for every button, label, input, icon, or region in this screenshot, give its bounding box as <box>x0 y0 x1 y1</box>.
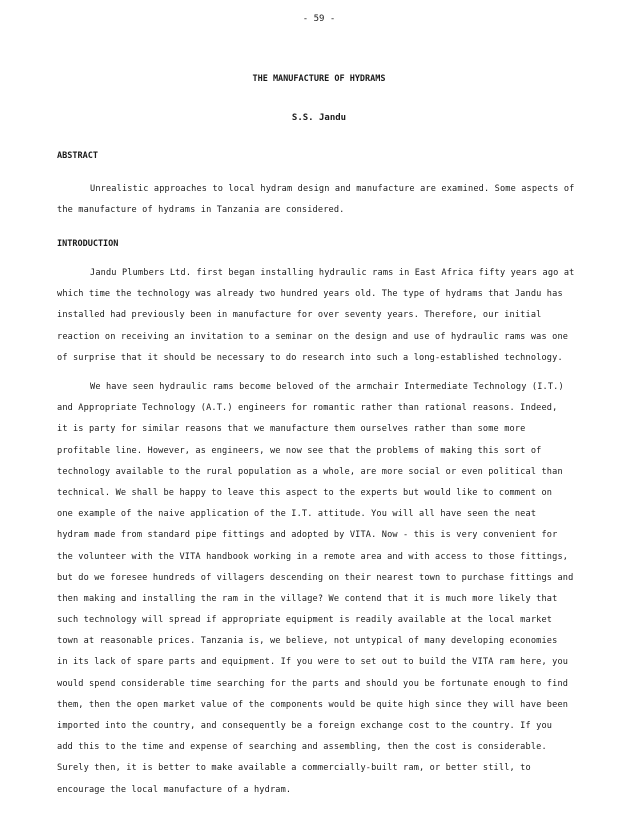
paragraph-line: would spend considerable time searching for the parts and should you be fortunate enough to find <box>57 678 569 689</box>
introduction-heading: INTRODUCTION <box>57 239 119 249</box>
paragraph-line: and Appropriate Technology (A.T.) engineers for romantic rather than rational reasons. Indeed, <box>57 403 558 414</box>
paragraph-line: them, then the open market value of the components would be quite high since they will have been <box>57 699 569 710</box>
author-name: S.S. Jandu <box>291 113 347 123</box>
paragraph-line: technical. We shall be happy to leave this aspect to the experts but would like to comment on <box>57 487 553 498</box>
abstract-paragraph <box>57 179 575 221</box>
paragraph-line: but do we foresee hundreds of villagers descending on their nearest town to purchase fittings and <box>57 572 574 583</box>
paragraph-line: one example of the naive application of the I.T. attitude. You will all have seen the neat <box>57 509 537 520</box>
paragraph-line: add this to the time and expense of searching and assembling, then the cost is considerable. <box>57 742 547 753</box>
paragraph-line: We have seen hydraulic rams become beloved of the armchair Intermediate Technology (I.T.) <box>90 382 564 392</box>
paragraph-line: encourage the local manufacture of a hydram. <box>57 784 292 795</box>
paragraph-line: profitable line. However, as engineers, we now see that the problems of making this sort of <box>57 445 542 456</box>
paragraph-line: imported into the country, and consequently be a foreign exchange cost to the country. If you <box>57 721 553 731</box>
paragraph-line: which time the technology was already two hundred years old. The type of hydrams that Jandu has <box>57 289 563 300</box>
paragraph-line: Surely then, it is better to make available a commercially-built ram, or better still, to <box>57 763 531 774</box>
paragraph-line: then making and installing the ram in the village? We contend that it is much more likely that <box>57 593 558 604</box>
intro-paragraph-2 <box>57 377 574 801</box>
abstract-line: the manufacture of hydrams in Tanzania are considered. <box>57 205 345 216</box>
abstract-heading: ABSTRACT <box>57 151 98 161</box>
abstract-line: Unrealistic approaches to local hydram design and manufacture are examined. Some aspects of <box>90 184 575 194</box>
paragraph-line: Jandu Plumbers Ltd. first began installing hydraulic rams in East Africa fifty years ago at <box>90 268 575 278</box>
paragraph-line: of surprise that it should be necessary to do research into such a long-established technology. <box>57 352 563 363</box>
paper-title: THE MANUFACTURE OF HYDRAMS <box>252 74 386 84</box>
paragraph-line: it is party for similar reasons that we manufacture them ourselves rather than some more <box>57 424 526 435</box>
paragraph-line: the volunteer with the VITA handbook working in a remote area and with access to those fittings, <box>57 551 569 562</box>
paragraph-line: town at reasonable prices. Tanzania is, we believe, not untypical of many developing economies <box>57 636 558 647</box>
paragraph-line: in its lack of spare parts and equipment. If you were to set out to build the VITA ram here, you <box>57 657 569 668</box>
intro-paragraph-1 <box>57 263 575 369</box>
paragraph-line: hydram made from standard pipe fittings and adopted by VITA. Now - this is very convenient for <box>57 530 558 541</box>
paragraph-line: such technology will spread if appropriate equipment is readily available at the local market <box>57 615 553 626</box>
page-number: - 59 - <box>302 14 336 24</box>
paragraph-line: technology available to the rural population as a whole, are more social or even political than <box>57 466 563 477</box>
paragraph-line: installed had previously been in manufacture for over seventy years. Therefore, our initial <box>57 310 542 321</box>
paragraph-line: reaction on receiving an invitation to a seminar on the design and use of hydraulic rams was one <box>57 331 569 342</box>
